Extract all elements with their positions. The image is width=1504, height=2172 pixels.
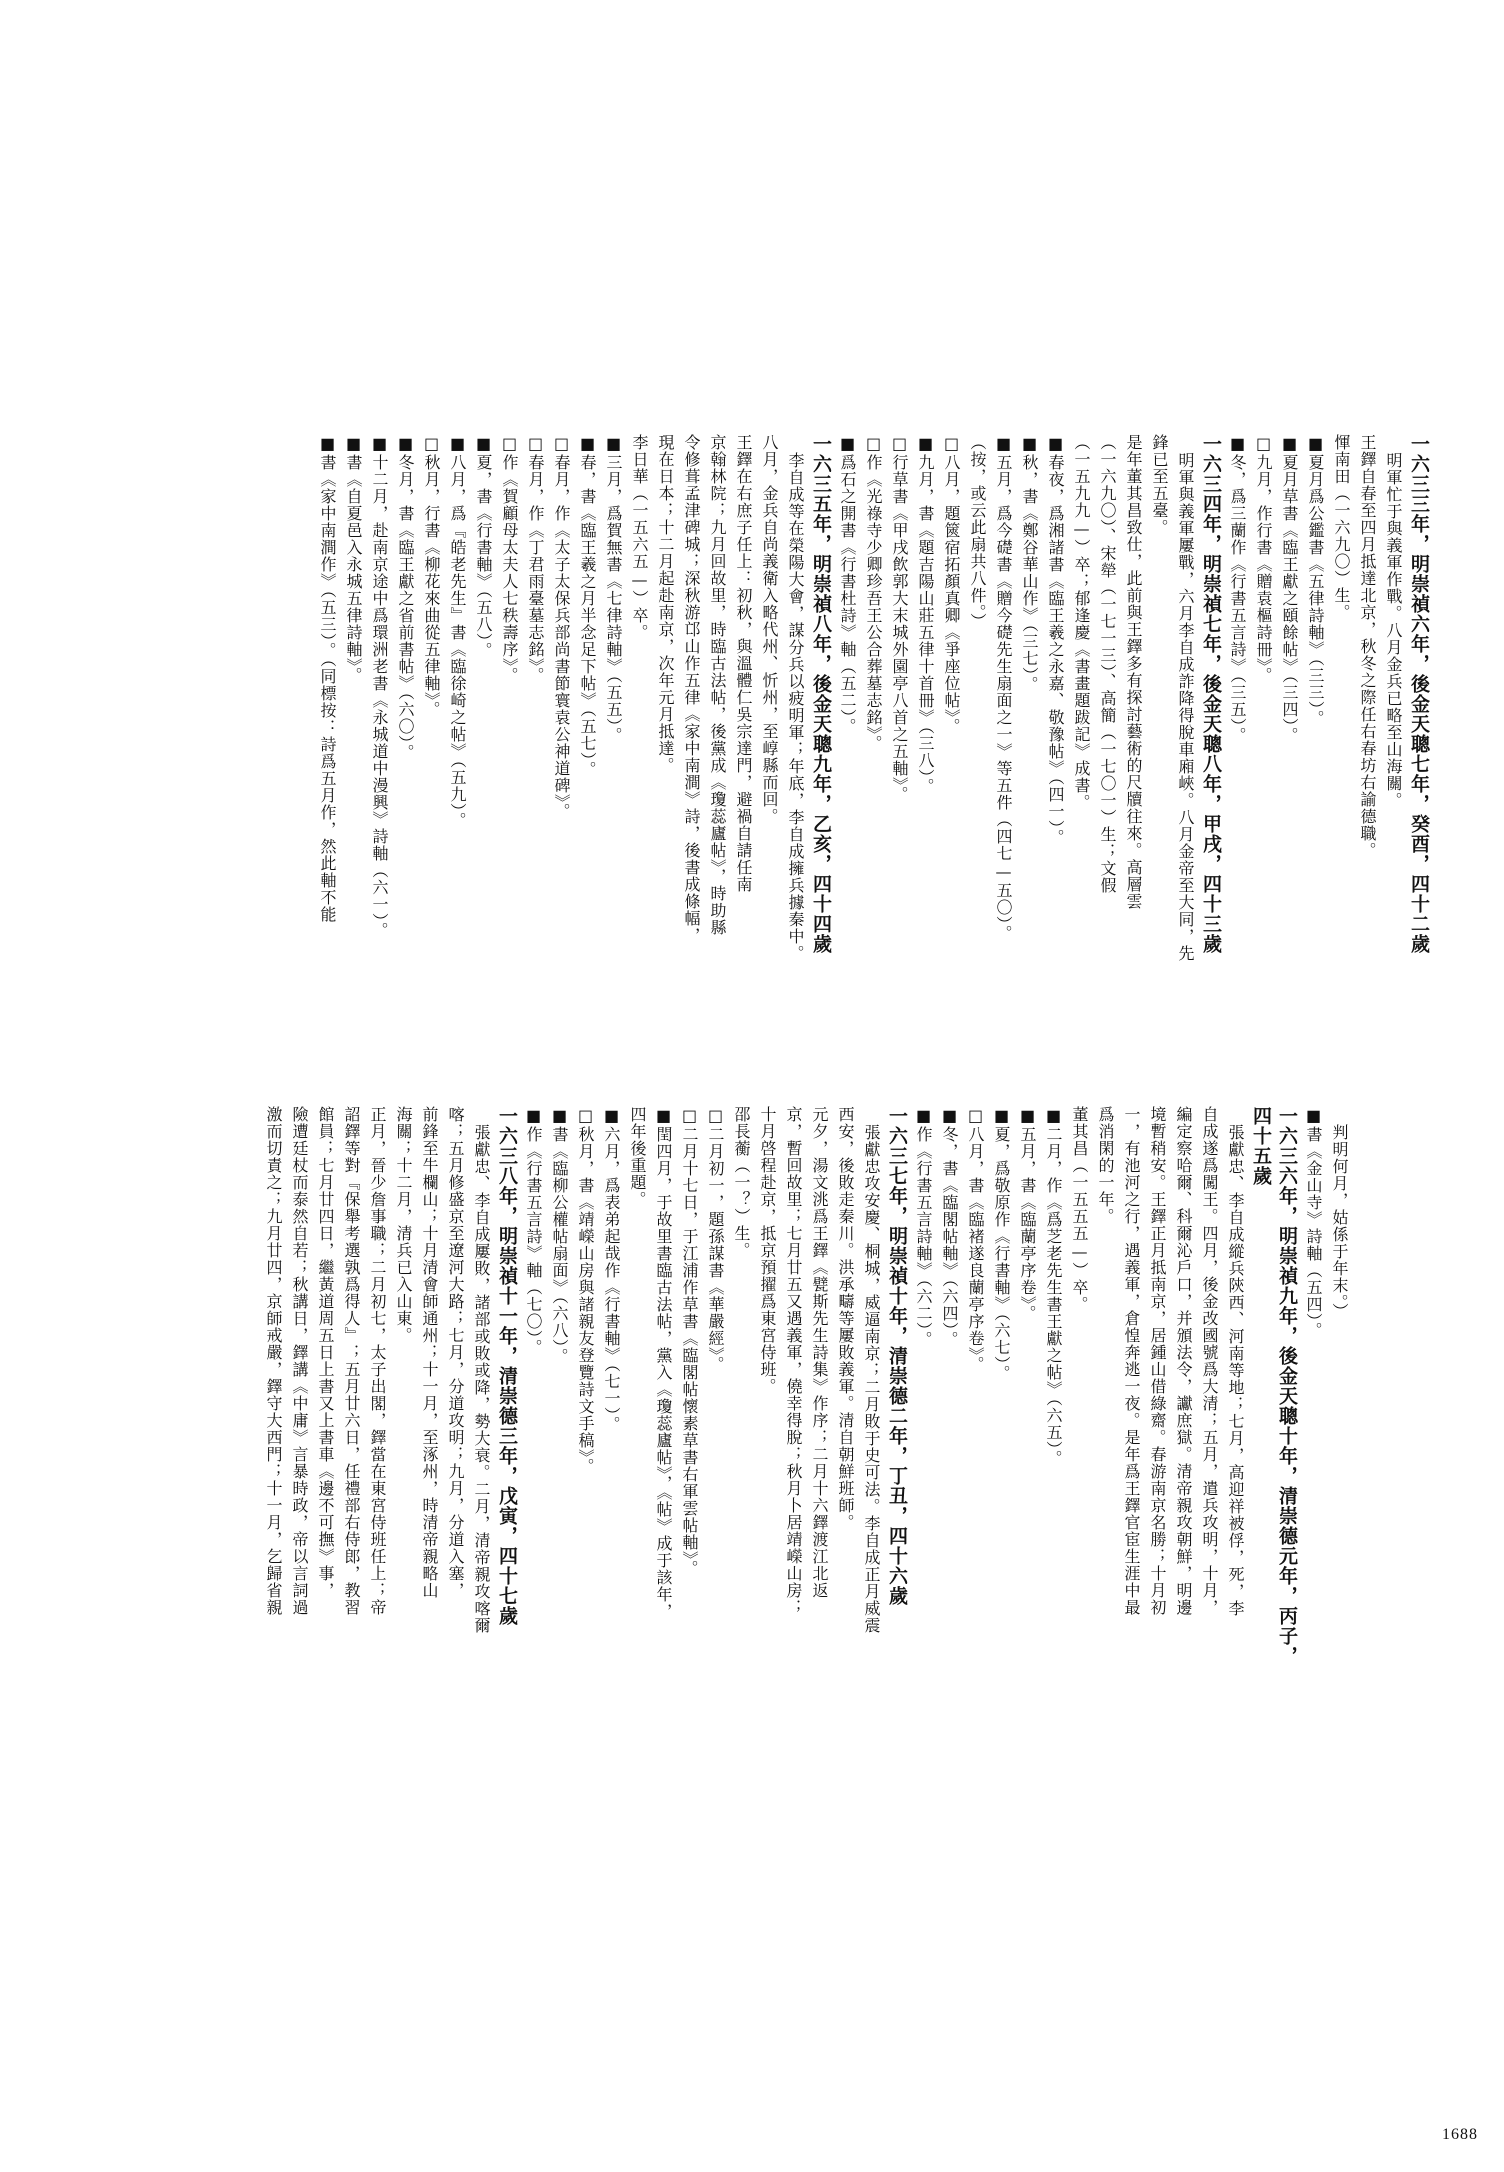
text-column: 館員；七月廿四日，繼黃道周五日上書又上書車《邊不可撫》事， — [316, 1106, 335, 1599]
year-heading: 一六三七年，明崇禎十年，清崇德二年，丁丑，四十六歲 — [886, 1106, 908, 1606]
text-column: 京，暫回故里；七月廿五又遇義軍，僥幸得脫；秋月卜居靖嶸山房； — [784, 1106, 803, 1616]
text-column: ■夏，書《行書軸》（五八）。 — [474, 434, 493, 659]
text-column: ■作《行書五言詩》軸（七〇）。 — [524, 1106, 543, 1356]
text-column: 張獻忠、李自成屢敗，諸部或敗或降，勢大衰。二月，清帝親攻喀爾 — [472, 1124, 491, 1634]
text-column: ■三月，爲賀無書《七律詩軸》（五五）。 — [604, 434, 623, 744]
text-column: 惲南田（一六九〇）生。 — [1332, 434, 1351, 621]
text-column: □春月，作《丁君雨臺墓志銘》。 — [526, 434, 545, 684]
text-column: （一五九九—）卒；郁逢慶《書畫題跋記》成書。 — [1072, 434, 1091, 811]
text-column: ■書《家中南澗作》（五三）。（同標按：詩爲五月作，然此軸不能 — [318, 434, 337, 923]
text-column: ■冬，爲三蘭作《行書五言詩》（三五）。 — [1228, 434, 1247, 744]
upper-text-block — [318, 434, 1432, 1090]
text-column: ■夏月草書《臨王獻之頤餘帖》（三四）。 — [1280, 434, 1299, 744]
year-heading: 一六三五年，明崇禎八年，後金天聰九年，乙亥，四十四歲 — [810, 434, 832, 954]
year-heading: 一六三六年，明崇禎九年，後金天聰十年，清崇德元年，丙子， — [1276, 1106, 1298, 1666]
text-column: □作《賀顧母太夫人七秩壽序》。 — [500, 434, 519, 684]
text-column: 王鐸自春至四月抵達北京，秋冬之際任右春坊右諭德職。 — [1358, 434, 1377, 859]
text-column: 邵長蘅（一？）生。 — [732, 1106, 751, 1259]
text-column: □二月初一，題孫謀書《華嚴經》。 — [706, 1106, 725, 1373]
text-column: 編定察哈爾、科爾沁戶口，并頒法令，讞庶獄。清帝親攻朝鮮，明邊 — [1174, 1106, 1193, 1616]
text-column: □二月十七日，于江浦作草書《臨閣帖懷素草書右軍雲帖軸》。 — [680, 1106, 699, 1577]
year-heading: 一六三四年，明崇禎七年，後金天聰八年，甲戌，四十三歲 — [1200, 434, 1222, 954]
text-column: ■作《行書五言詩軸》（六二）。 — [914, 1106, 933, 1348]
text-column: □作《光祿寺少卿珍吾王公合葬墓志銘》。 — [864, 434, 883, 752]
text-column: □八月，題篋宿拓顏真卿《爭座位帖》。 — [942, 434, 961, 735]
text-column: ■書《臨柳公權帖扇面》（六八）。 — [550, 1106, 569, 1365]
text-column: □秋月，行書《柳花來曲從五律軸》。 — [422, 434, 441, 718]
text-column: 四年後重題。 — [628, 1106, 647, 1208]
text-column: ■二月，作《爲芝老先生書王獻之帖》（六五）。 — [1044, 1106, 1063, 1467]
text-column: 境暫稍安。王鐸正月抵南京，居鍾山借綠齋。春游南京名勝；十月初 — [1148, 1106, 1167, 1616]
text-column: 李日華（一五六五—）卒。 — [630, 434, 649, 641]
text-column: 一，有池河之行，遇義軍，倉惶奔逃一夜。是年爲王鐸官宦生涯中最 — [1122, 1106, 1141, 1616]
text-column: □春月，作《太子太保兵部尚書節寰袁公神道碑》。 — [552, 434, 571, 820]
text-column: ■五月，爲今礎書《贈今礎先生扇面之一》等五件（四七—五〇）。 — [994, 434, 1013, 942]
text-column: 張獻忠、李自成縱兵陝西、河南等地；七月，高迎祥被俘，死，李 — [1226, 1124, 1245, 1617]
text-column: 正月，晉少詹事職；二月初七，太子出閣，鐸當在東宮侍班任上；帝 — [368, 1106, 387, 1616]
text-column: 鋒已至五臺。 — [1150, 434, 1169, 536]
text-column: 王鐸在右庶子任上：初秋，與溫體仁吳宗達門，避禍自請任南 — [734, 434, 753, 893]
text-column: 前鋒至牛欄山；十月清會師通州；十一月，至涿州，時清帝親略山 — [420, 1106, 439, 1599]
text-column: □九月，作行書《贈袁樞詩冊》。 — [1254, 434, 1273, 684]
page-number: 1688 — [1442, 2126, 1478, 2143]
lower-text-block — [264, 1106, 1352, 1778]
text-column: （按，或云此扇共八件。） — [968, 434, 987, 630]
text-column: ■春，書《臨王羲之月半念足下帖》（五七）。 — [578, 434, 597, 778]
text-column: 西安，後敗走秦川。洪承疇等屢敗義軍。清自朝鮮班師。 — [836, 1106, 855, 1531]
text-column: 張獻忠攻安慶、桐城，威逼南京；二月敗于史可法。李自成正月威震 — [862, 1124, 881, 1634]
text-column: □秋月，書《靖嶸山房與諸親友登覽詩文手稿》。 — [576, 1106, 595, 1475]
text-column: □行草書《甲戌飲郭大末城外園亭八首之五軸》。 — [890, 434, 909, 803]
text-column: 現在日本；十二月起赴南京，次年元月抵達。 — [656, 434, 675, 774]
text-column: 詔鐸等對『保舉考選孰爲得人』；五月廿六日，任禮部右侍郎，教習 — [342, 1106, 361, 1616]
text-column: 令修葺孟津碑城；深秋游邙山作五律《家中南澗》詩，後書成條幅， — [682, 434, 701, 944]
year-heading: 四十五歲 — [1250, 1106, 1272, 1186]
text-column: ■書《自夏邑入永城五律詩軸》。 — [344, 434, 363, 684]
text-column: □八月，書《臨褚遂良蘭亭序卷》。 — [966, 1106, 985, 1373]
text-column: ■爲石之開書《行書杜詩》軸（五二）。 — [838, 434, 857, 735]
text-column: 京翰林院；九月回故里，時臨古法帖，後黨成《瓊蕊廬帖》，時助縣 — [708, 434, 727, 936]
text-column: ■夏月爲公鑑書《五律詩軸》（三三）。 — [1306, 434, 1325, 727]
text-column: （一六九〇）、宋犖（一七一三）、高簡（一七〇一）生；文假 — [1098, 434, 1117, 894]
text-column: ■書《金山寺》詩軸（五四）。 — [1304, 1106, 1323, 1339]
text-column: 元夕，湯文洮爲王鐸《甓斯先生詩集》作序；二月十六鐸渡江北返 — [810, 1106, 829, 1599]
text-column: ■冬，書《臨閣帖軸》（六四）。 — [940, 1106, 959, 1348]
text-column: 海關；十二月，清兵已入山東。 — [394, 1106, 413, 1344]
text-column: ■八月，爲『皓老先生』書《臨徐崎之帖》（五九）。 — [448, 434, 467, 829]
text-column: 自成遂爲闖王。四月，後金改國號爲大清；五月，遣兵攻明，十月， — [1200, 1106, 1219, 1616]
text-column: ■冬月，書《臨王獻之省前書帖》（六〇）。 — [396, 434, 415, 761]
text-column: 激而切責之；九月廿四，京師戒嚴，鐸守大西門；十一月，乞歸省親 — [264, 1106, 283, 1616]
text-column: ■閏四月，于故里書臨古法帖，黨入《瓊蕊廬帖》，《帖》成于該年， — [654, 1106, 673, 1620]
text-column: ■六月，爲表弟起哉作《行書軸》（七一）。 — [602, 1106, 621, 1433]
text-column: 險遭廷杖而泰然自若；秋講日，鐸講《中庸》言暴時政，帝以言詞過 — [290, 1106, 309, 1616]
text-column: 爲消閑的一年。 — [1096, 1106, 1115, 1225]
text-column: ■秋，書《鄭谷華山作》（三七）。 — [1020, 434, 1039, 693]
text-column: 判明何月，姑係于年末。） — [1330, 1124, 1349, 1320]
text-column: 明軍與義軍屢戰，六月李自成詐降得脫車廂峽。八月金帝至大同，先 — [1176, 452, 1195, 962]
text-column: ■十二月，赴南京途中爲環洲老書《永城道中漫興》詩軸（六一）。 — [370, 434, 389, 939]
text-column: 是年董其昌致仕，此前與王鐸多有探討藝術的尺牘往來。高層雲 — [1124, 434, 1143, 910]
text-column: ■九月，書《題吉陽山莊五律十首冊》（三八）。 — [916, 434, 935, 795]
year-heading: 一六三八年，明崇禎十一年，清崇德三年，戊寅，四十七歲 — [496, 1106, 518, 1626]
text-column: 十月啓程赴京，抵京預擢爲東宮侍班。 — [758, 1106, 777, 1395]
text-column: 明軍忙于與義軍作戰。八月金兵已略至山海關。 — [1384, 452, 1403, 809]
text-column: 李自成等在榮陽大會，謀分兵以疲明軍；年底，李自成擁兵據秦中。 — [786, 452, 805, 962]
text-column: 八月，金兵自尚義衛入略代州、忻州，至崞縣而回。 — [760, 434, 779, 825]
year-heading: 一六三三年，明崇禎六年，後金天聰七年，癸酉，四十二歲 — [1408, 434, 1430, 954]
text-column: ■夏，爲敬原作《行書軸》（六七）。 — [992, 1106, 1011, 1382]
text-column: 喀；五月修盛京至遼河大路；七月，分道攻明；九月，分道入塞， — [446, 1106, 465, 1599]
text-column: ■春夜，爲湘諸書《臨王羲之永嘉、敬豫帖》（四一）。 — [1046, 434, 1065, 846]
text-column: ■五月，書《臨蘭亭序卷》。 — [1018, 1106, 1037, 1322]
text-column: 董其昌（一五五五—）卒。 — [1070, 1106, 1089, 1313]
